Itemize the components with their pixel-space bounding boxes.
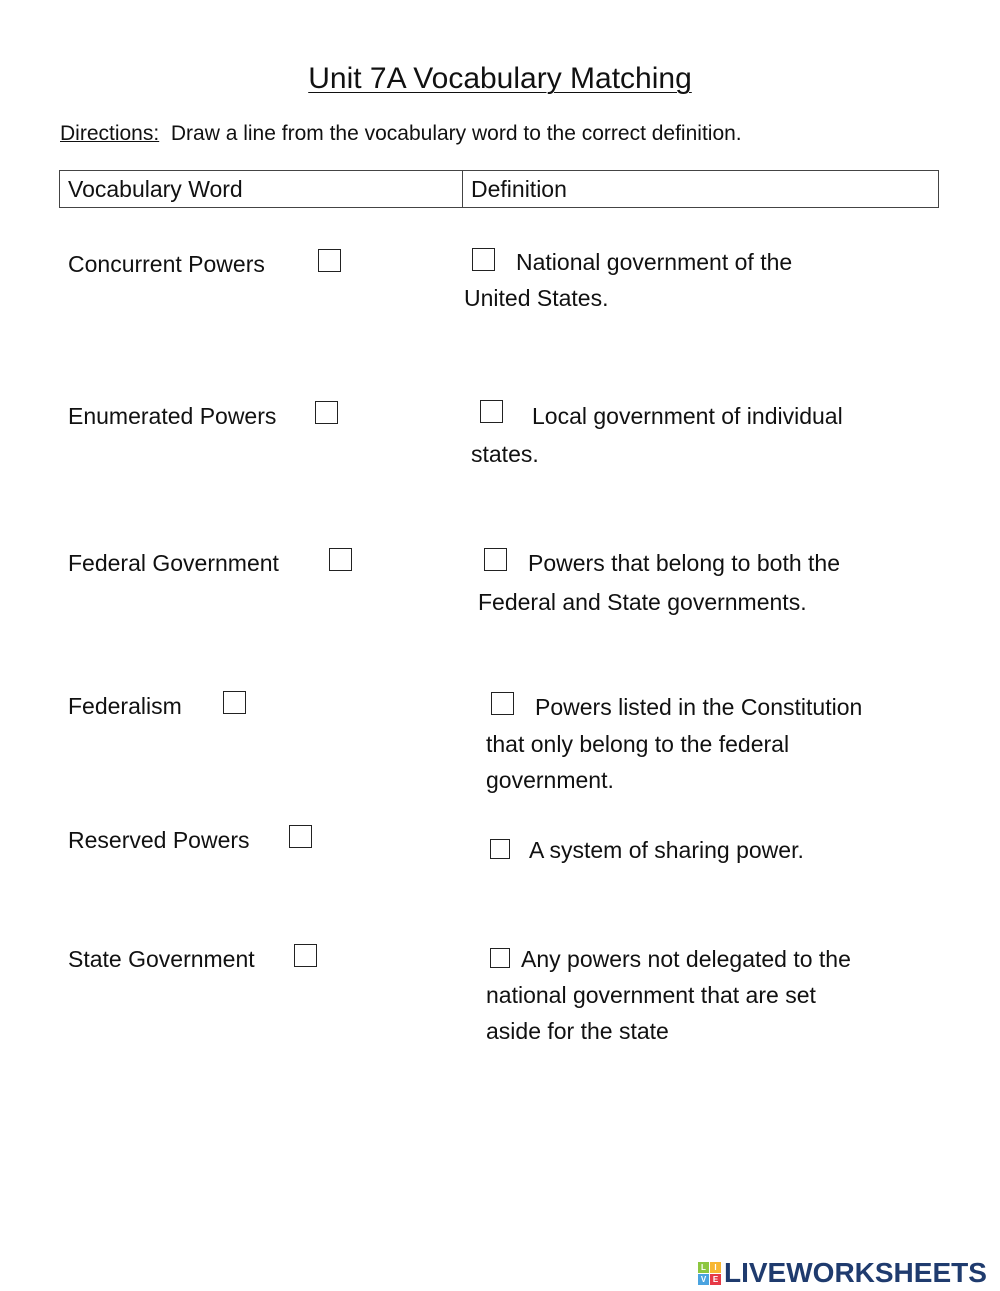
definition-line: Powers that belong to both the (528, 550, 840, 576)
worksheet-title: Unit 7A Vocabulary Matching (308, 62, 692, 95)
word-federal-government: Federal Government (68, 550, 279, 576)
definition-checkbox[interactable] (491, 692, 514, 715)
definition-line: United States. (464, 285, 609, 311)
word-enumerated-powers: Enumerated Powers (68, 403, 277, 429)
header-definition: Definition (471, 176, 567, 202)
word-checkbox[interactable] (294, 944, 317, 967)
word-checkbox[interactable] (289, 825, 312, 848)
word-federalism: Federalism (68, 693, 182, 719)
definition-line: aside for the state (486, 1018, 669, 1044)
word-checkbox[interactable] (223, 691, 246, 714)
definition-checkbox[interactable] (472, 248, 495, 271)
liveworksheets-logo (698, 1257, 987, 1289)
definition-line: Any powers not delegated to the (521, 946, 851, 972)
table-header (59, 170, 939, 208)
word-checkbox[interactable] (318, 249, 341, 272)
header-vocabulary-word: Vocabulary Word (60, 171, 463, 207)
definition-line: Powers listed in the Constitution (535, 694, 863, 720)
word-state-government: State Government (68, 946, 255, 972)
logo-text: LIVEWORKSHEETS (724, 1257, 987, 1288)
definition-line: National government of the (516, 249, 793, 275)
logo-tiles-icon: L I V E (698, 1262, 721, 1285)
word-checkbox[interactable] (329, 548, 352, 571)
definition-line: national government that are set (486, 982, 816, 1008)
definition-checkbox[interactable] (490, 839, 510, 859)
word-concurrent-powers: Concurrent Powers (68, 251, 265, 277)
definition-checkbox[interactable] (480, 400, 503, 423)
definition-line: states. (471, 441, 539, 467)
definition-line: that only belong to the federal (486, 731, 790, 757)
word-checkbox[interactable] (315, 401, 338, 424)
definition-checkbox[interactable] (490, 948, 510, 968)
definition-line: Federal and State governments. (478, 589, 807, 615)
definition-line: A system of sharing power. (529, 837, 804, 863)
word-reserved-powers: Reserved Powers (68, 827, 250, 853)
definition-line: government. (486, 767, 614, 793)
definition-line: Local government of individual (532, 403, 843, 429)
definition-checkbox[interactable] (484, 548, 507, 571)
directions: Directions: Draw a line from the vocabulary word to the correct definition. (60, 122, 742, 145)
